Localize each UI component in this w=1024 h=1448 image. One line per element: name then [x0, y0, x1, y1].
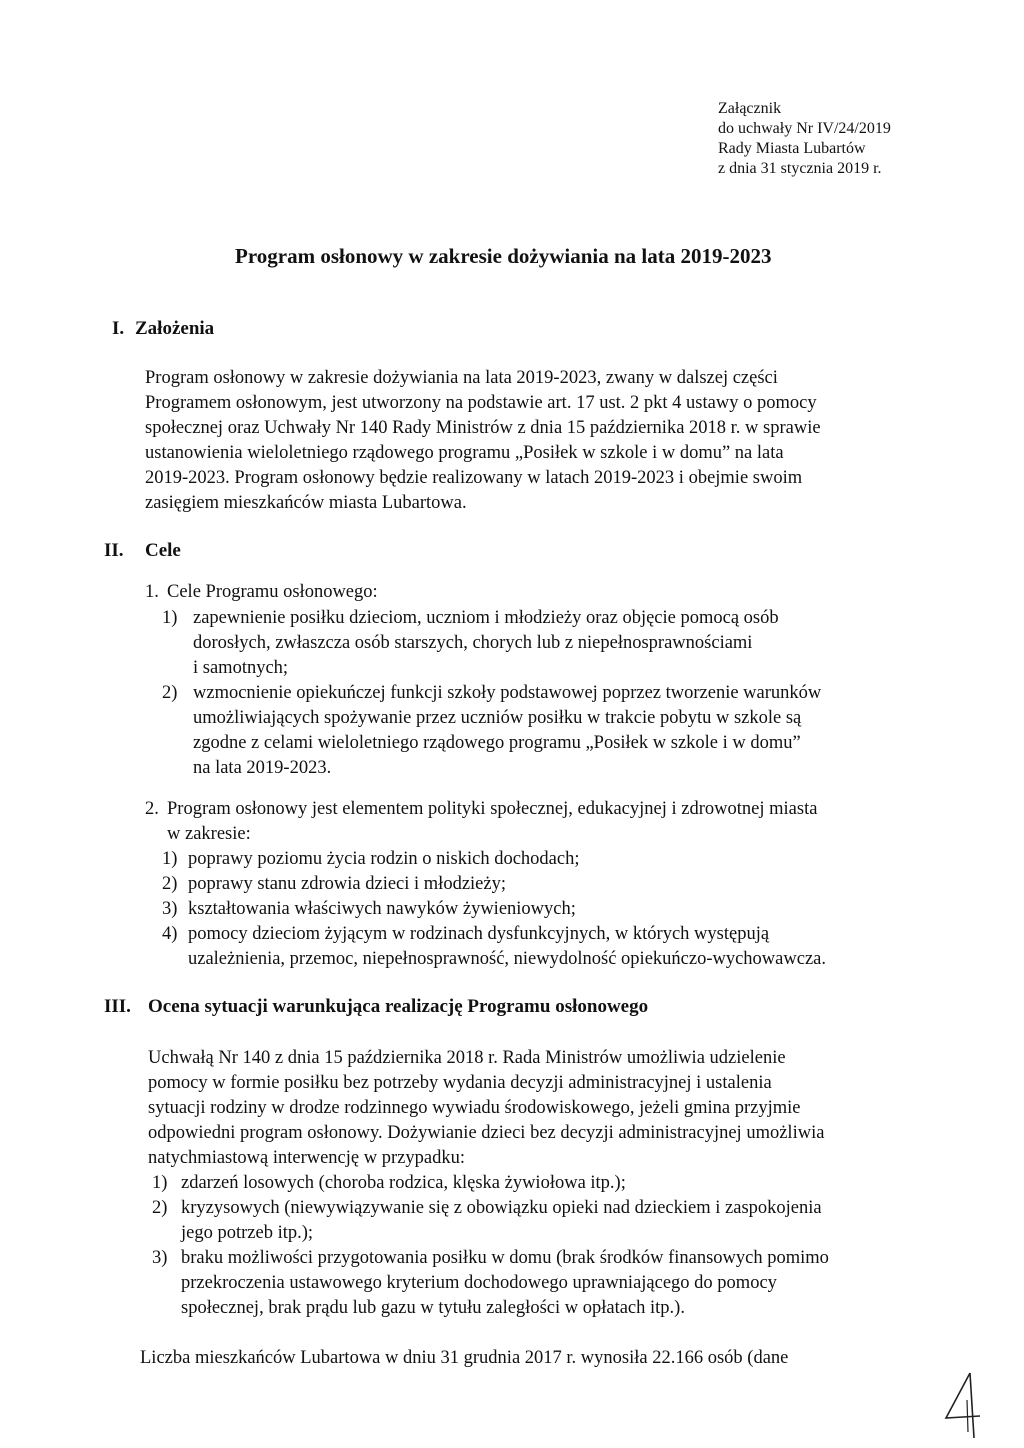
goal-1-line: i samotnych; [193, 658, 289, 678]
section-3-heading: Ocena sytuacji warunkująca realizację Programu osłonowego [148, 996, 649, 1017]
section-1-heading: Założenia [135, 318, 215, 339]
section-1-number: I. [112, 318, 125, 339]
scope-item: pomocy dzieciom żyjącym w rodzinach dysfunkcyjnych, w których występują [188, 924, 770, 944]
document-title: Program osłonowy w zakresie dożywiania na lata 2019-2023 [235, 244, 772, 268]
scope-item: poprawy poziomu życia rodzin o niskich dochodach; [188, 849, 580, 869]
case-item: jego potrzeb itp.); [181, 1223, 314, 1243]
goal-2-number: 2) [162, 683, 178, 703]
goals-point-2-line: w zakresie: [167, 824, 251, 844]
section-3-line: sytuacji rodziny w drodze rodzinnego wywiadu środowiskowego, jeżeli gmina przyjmie [148, 1098, 801, 1118]
case-item: zdarzeń losowych (choroba rodzica, klęska żywiołowa itp.); [181, 1173, 626, 1193]
scope-item-number: 4) [162, 924, 178, 944]
case-item: społecznej, brak prądu lub gazu w tytułu zaległości w opłatach itp.). [181, 1298, 685, 1318]
section-1-line: 2019-2023. Program osłonowy będzie realizowany w latach 2019-2023 i obejmie swoim [145, 468, 803, 488]
resolution-date: z dnia 31 stycznia 2019 r. [718, 160, 882, 177]
goal-2-line: umożliwiających spożywanie przez uczniów posiłku w trakcie pobytu w szkole są [193, 708, 802, 728]
scope-item-number: 3) [162, 899, 178, 919]
goals-point-1-number: 1. [145, 582, 159, 602]
section-1-line: Program osłonowy w zakresie dożywiania na lata 2019-2023, zwany w dalszej części [145, 368, 778, 388]
goals-point-1-heading: Cele Programu osłonowego: [167, 582, 378, 602]
section-1-line: zasięgiem mieszkańców miasta Lubartowa. [145, 493, 467, 513]
case-item-number: 3) [152, 1248, 168, 1268]
goals-point-2-line: Program osłonowy jest elementem polityki społecznej, edukacyjnej i zdrowotnej miasta [167, 799, 818, 819]
section-3-line: pomocy w formie posiłku bez potrzeby wydania decyzji administracyjnej i ustalenia [148, 1073, 772, 1093]
section-3-line: natychmiastową interwencję w przypadku: [148, 1148, 465, 1168]
scope-item: poprawy stanu zdrowia dzieci i młodzieży; [188, 874, 506, 894]
goal-2-line: zgodne z celami wieloletniego rządowego programu „Posiłek w szkole i w domu” [193, 733, 801, 753]
goals-point-2-number: 2. [145, 799, 159, 819]
section-3-line: odpowiedni program osłonowy. Dożywianie dzieci bez decyzji administracyjnej umożliwia [148, 1123, 825, 1143]
goal-2-line: wzmocnienie opiekuńczej funkcji szkoły podstawowej poprzez tworzenie warunków [193, 683, 822, 703]
case-item: kryzysowych (niewywiązywanie się z obowiązku opieki nad dzieckiem i zaspokojenia [181, 1198, 822, 1218]
section-3-line: Uchwałą Nr 140 z dnia 15 października 2018 r. Rada Ministrów umożliwia udzielenie [148, 1048, 786, 1068]
section-2-heading: Cele [145, 540, 181, 561]
goal-2-line: na lata 2019-2023. [193, 758, 332, 778]
section-1-line: Programem osłonowym, jest utworzony na podstawie art. 17 ust. 2 pkt 4 ustawy o pomocy [145, 393, 817, 413]
scope-item: kształtowania właściwych nawyków żywieniowych; [188, 899, 576, 919]
population-line: Liczba mieszkańców Lubartowa w dniu 31 grudnia 2017 r. wynosiła 22.166 osób (dane [140, 1348, 789, 1368]
section-3-number: III. [104, 996, 131, 1017]
scope-item: uzależnienia, przemoc, niepełnosprawność, niewydolność opiekuńczo-wychowawcza. [188, 949, 826, 969]
case-item-number: 2) [152, 1198, 168, 1218]
case-item-number: 1) [152, 1173, 168, 1193]
resolution-number: do uchwały Nr IV/24/2019 [718, 120, 891, 137]
goal-1-number: 1) [162, 608, 178, 628]
attachment-label: Załącznik [718, 100, 782, 117]
scope-item-number: 1) [162, 849, 178, 869]
handwritten-page-number-icon [940, 1370, 990, 1440]
section-1-line: ustanowienia wieloletniego rządowego programu „Posiłek w szkole i w domu” na lata [145, 443, 784, 463]
goal-1-line: dorosłych, zwłaszcza osób starszych, chorych lub z niepełnosprawnościami [193, 633, 753, 653]
council-name: Rady Miasta Lubartów [718, 140, 866, 157]
scope-item-number: 2) [162, 874, 178, 894]
section-2-number: II. [104, 540, 124, 561]
case-item: braku możliwości przygotowania posiłku w domu (brak środków finansowych pomimo [181, 1248, 829, 1268]
case-item: przekroczenia ustawowego kryterium dochodowego uprawniającego do pomocy [181, 1273, 777, 1293]
goal-1-line: zapewnienie posiłku dzieciom, uczniom i młodzieży oraz objęcie pomocą osób [193, 608, 779, 628]
section-1-line: społecznej oraz Uchwały Nr 140 Rady Ministrów z dnia 15 października 2018 r. w sprawie [145, 418, 821, 438]
